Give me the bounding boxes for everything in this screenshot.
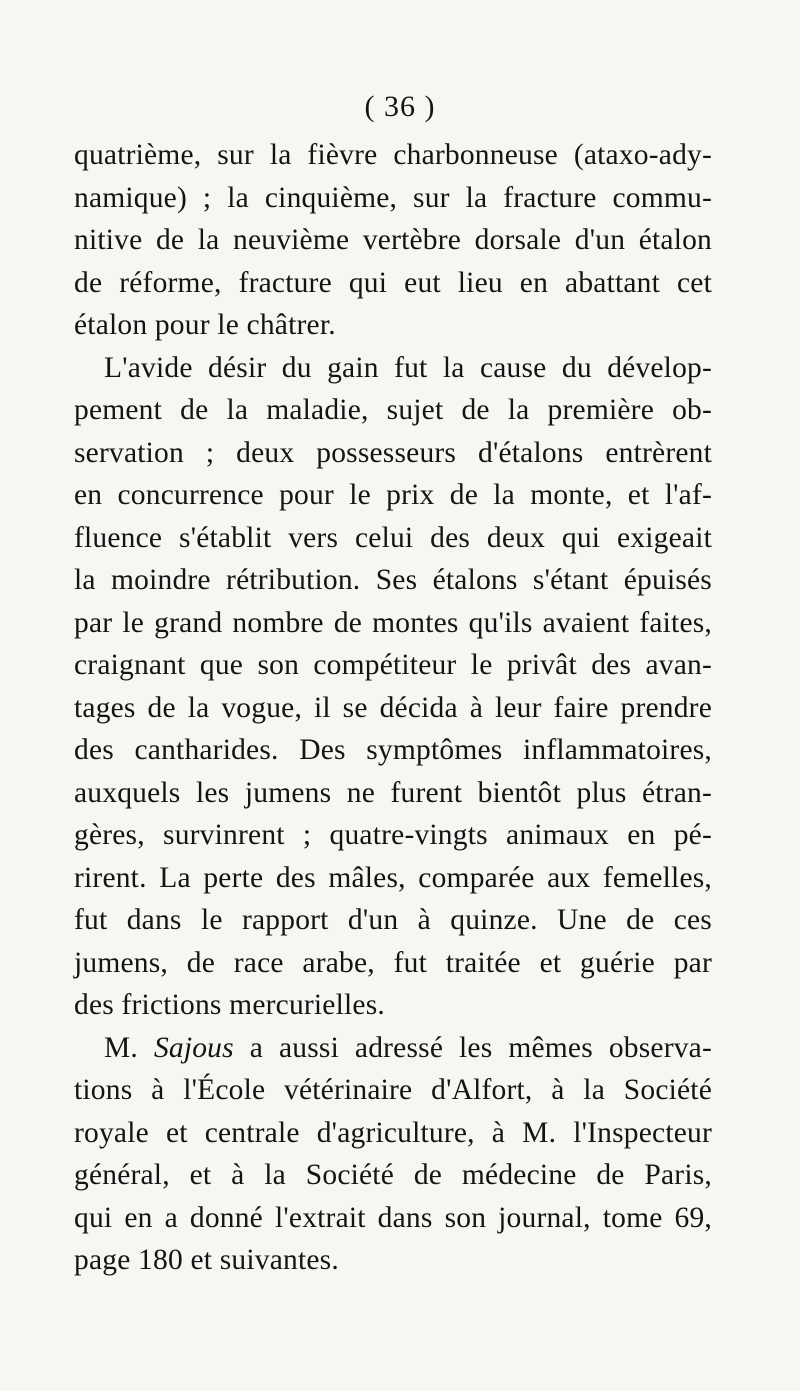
text-line: des cantharides. Des symptômes inflammatoires,	[74, 734, 712, 766]
text-line: en concurrence pour le prix de la monte, et l'af-	[74, 479, 712, 511]
text-line: rirent. La perte des mâles, comparée aux femelles,	[74, 861, 712, 894]
text-line: fluence s'établit vers celui des deux qui exigeait	[74, 521, 712, 554]
text-line: pement de la maladie, sujet de la première ob-	[74, 394, 712, 426]
text-line: royale et centrale d'agriculture, à M. l'Inspecteur	[74, 1116, 712, 1149]
text-line: servation ; deux possesseurs d'étalons entrèrent	[74, 436, 712, 469]
text-line: L'avide désir du gain fut la cause du dévelop-	[104, 351, 712, 384]
text-line: général, et à la Société de médecine de Paris,	[74, 1159, 712, 1191]
text-fragment: M.	[104, 1031, 154, 1064]
text-line: par le grand nombre de montes qu'ils avaient faites,	[74, 606, 712, 639]
text-line: tions à l'École vétérinaire d'Alfort, à la Société	[74, 1074, 712, 1106]
text-line: des frictions mercurielles.	[74, 989, 385, 1021]
text-line: fut dans le rapport d'un à quinze. Une de ces	[74, 904, 712, 936]
text-line: tages de la vogue, il se décida à leur faire prendre	[74, 691, 712, 724]
text-line	[74, 1027, 712, 1070]
text-line: la moindre rétribution. Ses étalons s'étant épuisés	[74, 564, 712, 596]
text-line: jumens, de race arabe, fut traitée et guérie par	[74, 946, 712, 979]
text-line: étalon pour le châtrer.	[74, 309, 336, 341]
body-text	[74, 134, 712, 1282]
text-line: page 180 et suivantes.	[74, 1244, 339, 1276]
text-line: qui en a donné l'extrait dans son journal, tome 69,	[74, 1201, 712, 1234]
text-line: auxquels les jumens ne furent bientôt plus étran-	[74, 776, 712, 809]
text-line: quatrième, sur la fièvre charbonneuse (ataxo-ady-	[74, 139, 712, 171]
text-line: namique) ; la cinquième, sur la fracture commu-	[74, 181, 712, 214]
text-line: de réforme, fracture qui eut lieu en abattant cet	[74, 266, 712, 299]
text-fragment: a aussi adressé les mêmes observa-	[233, 1031, 712, 1064]
person-name: Sajous	[153, 1031, 234, 1064]
text-line: nitive de la neuvième vertèbre dorsale d'un étalon	[74, 224, 712, 256]
text-line: craignant que son compétiteur le privât des avan-	[74, 649, 712, 681]
text-line: gères, survinrent ; quatre-vingts animaux en pé-	[74, 819, 712, 851]
page-number: ( 36 )	[364, 90, 436, 123]
